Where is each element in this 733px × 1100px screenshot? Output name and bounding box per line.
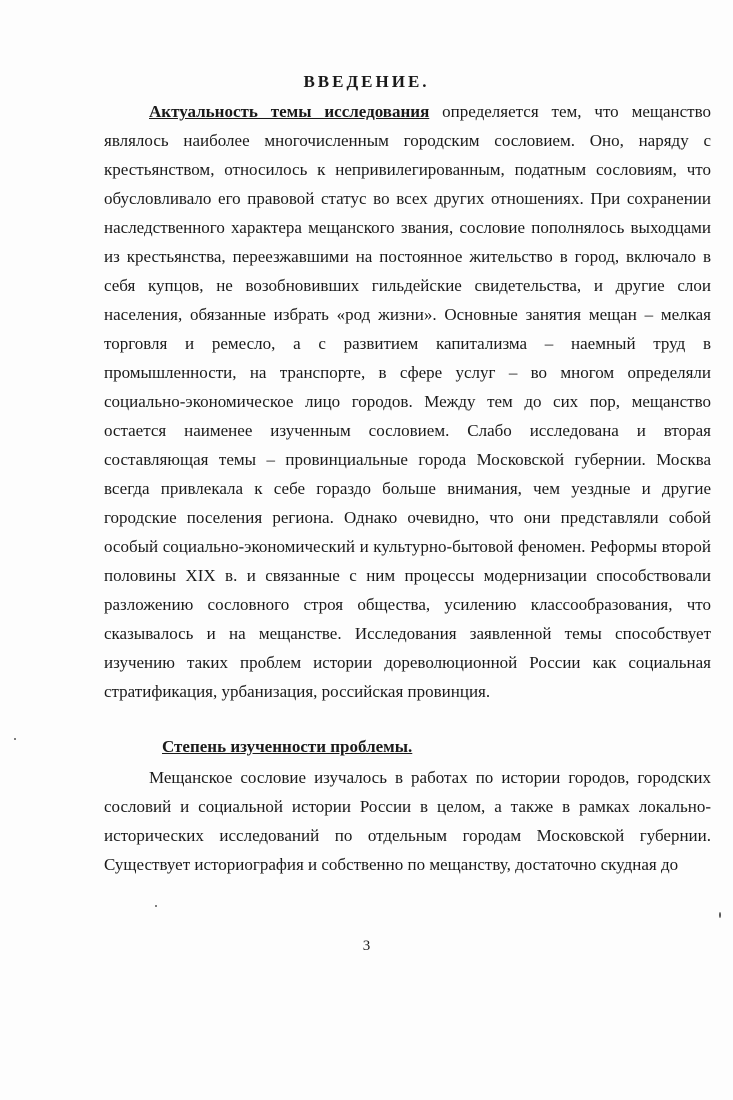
scan-speck xyxy=(155,905,157,907)
scan-speck xyxy=(719,912,721,918)
scan-speck xyxy=(14,738,16,740)
page-title: ВВЕДЕНИЕ. xyxy=(303,72,430,91)
study-degree-heading: Степень изученности проблемы. xyxy=(162,737,413,756)
intro-paragraph xyxy=(104,97,711,706)
study-degree-paragraph: Мещанское сословие изучалось в работах по истории городов, городских сословий и социальной истории России в целом, а также в рамках локально-исторических исследований по отдельным городам Московской губернии. Существует историография и собственно по мещанству, достаточно скудная до xyxy=(104,768,711,874)
page-number: 3 xyxy=(362,938,371,954)
relevance-text: определяется тем, что мещанство являлось наиболее многочисленным городским сословием. Оно, наряду с крестьянством, относилось к непривилегированным, податным сословиям, что обусловливало его правовой статус во всех других отношениях. При сохранении наследственного характера мещанского звания, сословие пополнялось выходцами из крестьянства, переезжавшими на постоянное жительство в город, включало в себя купцов, не возобновивших гильдейские свидетельства, и другие слои населения, обязанные избрать «род жизни». Основные занятия мещан – мелкая торговля и ремесло, а с развитием капитализма – наемный труд в промышленности, на транспорте, в сфере услуг – во многом определяли социально-экономическое лицо городов. Между тем до сих пор, мещанство остается наименее изученным сословием. Слабо исследована и вторая составляющая темы – провинциальные города Московской губернии. Москва всегда привлекала к себе гораздо больше внимания, чем уездные и другие городские поселения региона. Однако очевидно, что они представляли собой особый социально-экономический и культурно-бытовой феномен. Реформы второй половины XIX в. и связанные с ним процессы модернизации способствовали разложению сословного строя общества, усилению классообразования, что сказывалось и на мещанстве. Исследования заявленной темы способствует изучению таких проблем истории дореволюционной России как социальная стратификация, урбанизация, российская провинция. xyxy=(104,102,712,701)
relevance-heading: Актуальность темы исследования xyxy=(149,102,430,121)
